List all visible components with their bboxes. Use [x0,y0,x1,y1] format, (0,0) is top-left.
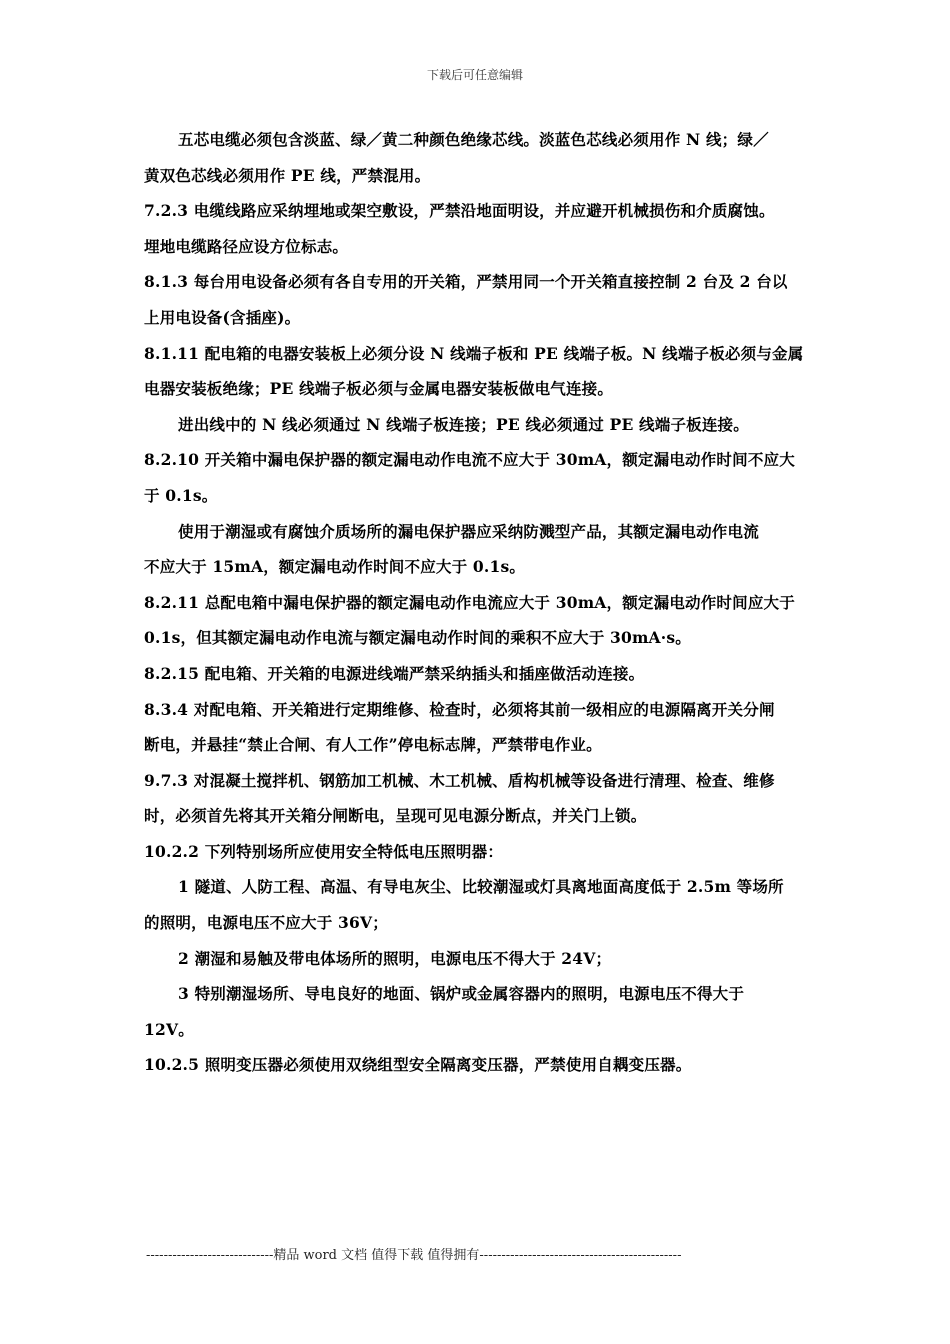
document-body [144,122,810,1083]
page-header: 下载后可任意编辑 [426,68,523,82]
body-line: 10.2.2 下列特别场所应使用安全特低电压照明器： [144,841,504,861]
body-line: 上用电设备(含插座)。 [144,307,301,327]
body-line: 8.2.10 开关箱中漏电保护器的额定漏电动作电流不应大于 30mA，额定漏电动作时间不应大 [144,450,795,470]
body-line: 1 隧道、人防工程、高温、有导电灰尘、比较潮湿或灯具离地面高度低于 2.5m 等场所 [178,877,784,897]
body-line: 8.2.11 总配电箱中漏电保护器的额定漏电动作电流应大于 30mA，额定漏电动作时间应大于 [144,592,795,612]
body-line: 进出线中的 N 线必须通过 N 线端子板连接；PE 线必须通过 PE 线端子板连接。 [178,414,749,434]
body-line: 五芯电缆必须包含淡蓝、绿／黄二种颜色绝缘芯线。淡蓝色芯线必须用作 N 线；绿／ [178,130,769,149]
body-line: 于 0.1s。 [144,485,218,505]
body-line: 9.7.3 对混凝土搅拌机、钢筋加工机械、木工机械、盾构机械等设备进行清理、检查、维修 [144,770,775,790]
body-line: 不应大于 15mA，额定漏电动作时间不应大于 0.1s。 [144,557,526,577]
body-line: 8.1.11 配电箱的电器安装板上必须分设 N 线端子板和 PE 线端子板。N 线端子板必须与金属 [144,343,804,363]
body-line: 8.2.15 配电箱、开关箱的电源进线端严禁采纳插头和插座做活动连接。 [144,663,645,683]
body-line: 8.1.3 每台用电设备必须有各自专用的开关箱，严禁用同一个开关箱直接控制 2 台及 2 台以 [144,272,788,292]
body-line: 断电，并悬挂“禁止合闸、有人工作”停电标志牌，严禁带电作业。 [144,735,602,755]
body-line: 0.1s，但其额定漏电动作电流与额定漏电动作时间的乘积不应大于 30mA·s。 [144,628,692,648]
body-line: 3 特别潮湿场所、导电良好的地面、锅炉或金属容器内的照明，电源电压不得大于 [178,984,745,1004]
body-line: 2 潮湿和易触及带电体场所的照明，电源电压不得大于 24V； [178,948,612,968]
body-line: 10.2.5 照明变压器必须使用双绕组型安全隔离变压器，严禁使用自耦变压器。 [144,1055,692,1075]
body-line: 12V。 [144,1019,194,1039]
body-line: 电器安装板绝缘；PE 线端子板必须与金属电器安装板做电气连接。 [144,379,614,399]
body-line: 使用于潮湿或有腐蚀介质场所的漏电保护器应采纳防溅型产品，其额定漏电动作电流 [178,521,759,541]
body-line: 黄双色芯线必须用作 PE 线，严禁混用。 [144,165,431,185]
body-line: 7.2.3 电缆线路应采纳埋地或架空敷设，严禁沿地面明设，并应避开机械损伤和介质腐蚀。 [144,201,775,221]
page-footer: -----------------------------精品 word 文档 值得下载 值得拥有---------------------------------------------- [146,1248,682,1263]
body-line: 埋地电缆路径应设方位标志。 [144,236,349,256]
body-line: 时，必须首先将其开关箱分闸断电，呈现可见电源分断点，并关门上锁。 [144,806,647,826]
body-line: 的照明，电源电压不应大于 36V； [144,913,388,933]
body-line: 8.3.4 对配电箱、开关箱进行定期维修、检查时，必须将其前一级相应的电源隔离开关分闸 [144,699,775,719]
